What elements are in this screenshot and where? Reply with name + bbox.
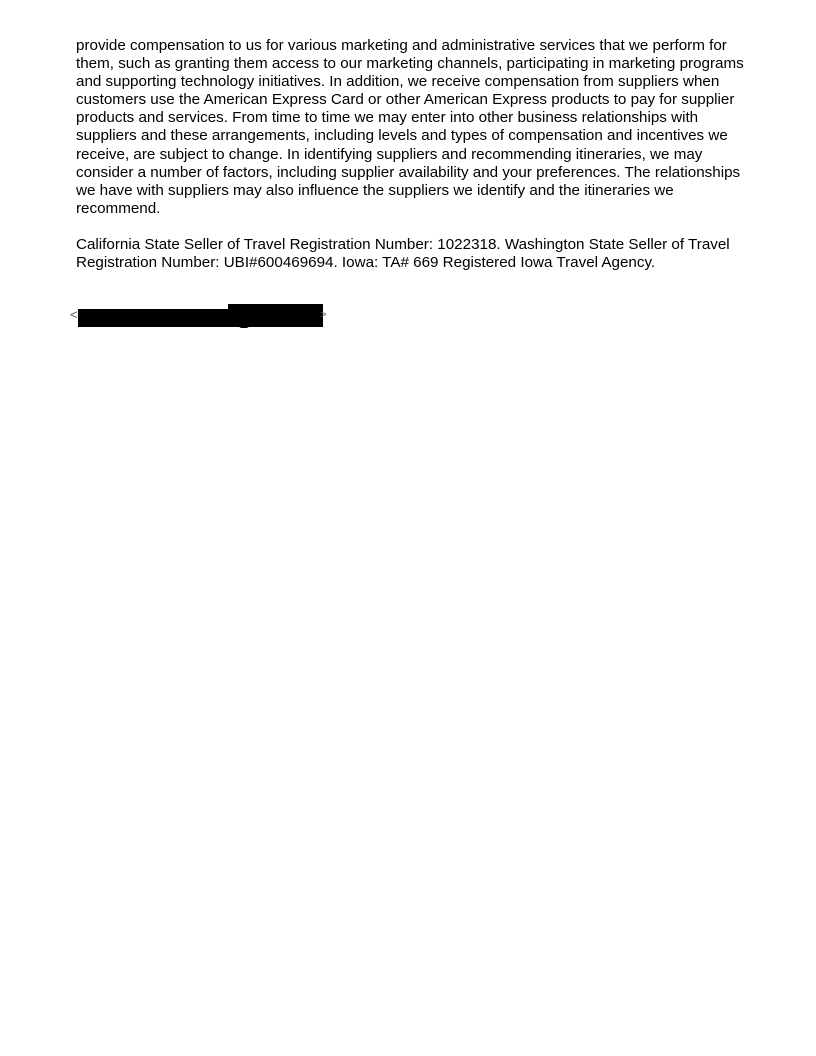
document-body <box>76 37 744 272</box>
supplier-compensation-paragraph: provide compensation to us for various marketing and administrative services that we perform for them, such as granting them access to our marketing channels, participating in marketing programs and supporting technology initiatives. In addition, we receive compensation from suppliers when customers use the American Express Card or other American Express products to pay for supplier products and services. From time to time we may enter into other business relationships with suppliers and these arrangements, including levels and types of compensation and incentives we receive, are subject to change. In identifying suppliers and recommending itineraries, we may consider a number of factors, including supplier availability and your preferences. The relationships we have with suppliers may also influence the suppliers we identify and the itineraries we recommend. <box>76 37 744 217</box>
redacted-email-line <box>70 304 328 328</box>
paragraph-gap <box>76 218 744 236</box>
redaction-bar <box>238 324 250 328</box>
redaction-bar <box>78 309 230 327</box>
close-angle-bracket: > <box>320 309 327 321</box>
registration-numbers-paragraph: California State Seller of Travel Registration Number: 1022318. Washington State Seller of Travel Registration Number: UBI#600469694. Iowa: TA# 669 Registered Iowa Travel Agency. <box>76 235 730 272</box>
open-angle-bracket: < <box>70 307 78 322</box>
